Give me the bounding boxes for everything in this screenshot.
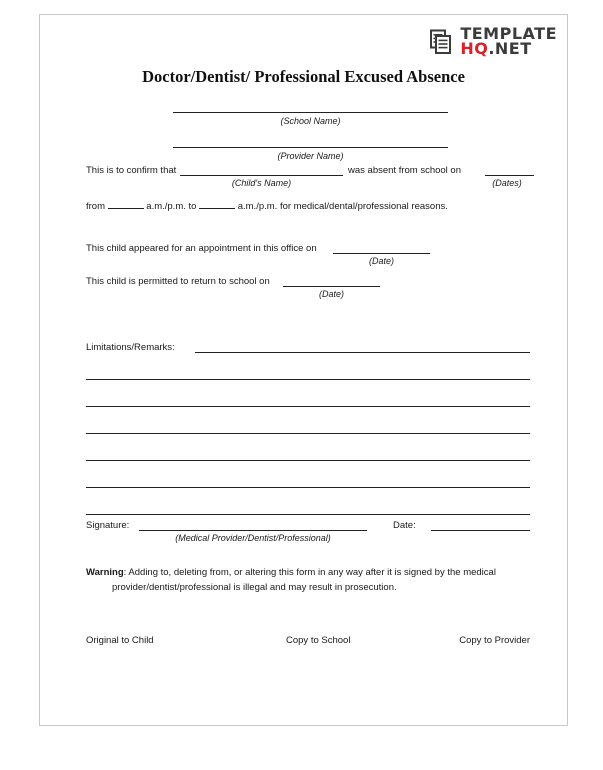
signature-label: Signature:	[86, 520, 130, 531]
logo-text-template: TEMPLATE	[460, 24, 557, 43]
return-text: This child is permitted to return to school on	[86, 276, 270, 287]
remarks-line[interactable]	[86, 406, 530, 407]
from-label: from	[86, 201, 105, 212]
signature-date-blank[interactable]	[431, 530, 530, 531]
school-name-caption: (School Name)	[280, 116, 341, 126]
templatehq-logo	[430, 24, 557, 58]
return-date-caption: (Date)	[318, 289, 344, 299]
document-page	[39, 14, 568, 726]
warning-bold-word: Warning	[86, 567, 124, 578]
school-name-blank[interactable]	[173, 112, 448, 113]
logo-text-net: .NET	[488, 38, 532, 58]
remarks-line[interactable]	[86, 460, 530, 461]
signature-date-label: Date:	[393, 520, 416, 531]
footer-copy-to-school: Copy to School	[286, 635, 351, 646]
dates-caption: (Dates)	[492, 178, 522, 188]
footer-distribution-row	[86, 635, 530, 646]
remarks-line[interactable]	[86, 433, 530, 434]
footer-copy-to-provider: Copy to Provider	[459, 635, 530, 646]
warning-text	[86, 566, 524, 595]
footer-original-to-child: Original to Child	[86, 635, 154, 646]
ampm-reasons-label: a.m./p.m. for medical/dental/professional reasons.	[237, 201, 448, 212]
absent-middle-text: was absent from school on	[348, 165, 462, 176]
provider-name-caption: (Provider Name)	[277, 151, 344, 161]
confirm-lead-text: This is to confirm that	[86, 165, 177, 176]
remarks-line[interactable]	[86, 487, 530, 488]
return-date-blank[interactable]	[283, 286, 380, 287]
warning-line-2: provider/dentist/professional is illegal and may result in prosecution.	[112, 581, 397, 593]
appointment-date-caption: (Date)	[368, 256, 394, 266]
remarks-label: Limitations/Remarks:	[86, 342, 175, 353]
page-title: Doctor/Dentist/ Professional Excused Absence	[142, 67, 465, 86]
dates-blank[interactable]	[485, 175, 534, 176]
from-time-blank[interactable]	[108, 208, 144, 209]
ampm-to-label: a.m./p.m. to	[146, 201, 197, 212]
time-range-line	[86, 201, 448, 212]
warning-line-1: : Adding to, deleting from, or altering this form in any way after it is signed by the medical	[123, 567, 496, 578]
remarks-line[interactable]	[86, 379, 530, 380]
signature-caption: (Medical Provider/Dentist/Professional)	[175, 533, 331, 543]
remarks-line[interactable]	[195, 352, 530, 353]
signature-blank[interactable]	[139, 530, 367, 531]
logo-text-hq: HQ	[460, 38, 489, 58]
to-time-blank[interactable]	[199, 208, 235, 209]
appointment-date-blank[interactable]	[333, 253, 430, 254]
child-name-caption: (Child's Name)	[231, 178, 292, 188]
provider-name-blank[interactable]	[173, 147, 448, 148]
remarks-line[interactable]	[86, 514, 530, 515]
document-stack-icon	[430, 29, 456, 55]
logo-wordmark	[460, 24, 557, 58]
logo-text-hqnet	[460, 38, 557, 58]
appointment-text: This child appeared for an appointment in this office on	[86, 243, 317, 254]
child-name-blank[interactable]	[180, 175, 343, 176]
